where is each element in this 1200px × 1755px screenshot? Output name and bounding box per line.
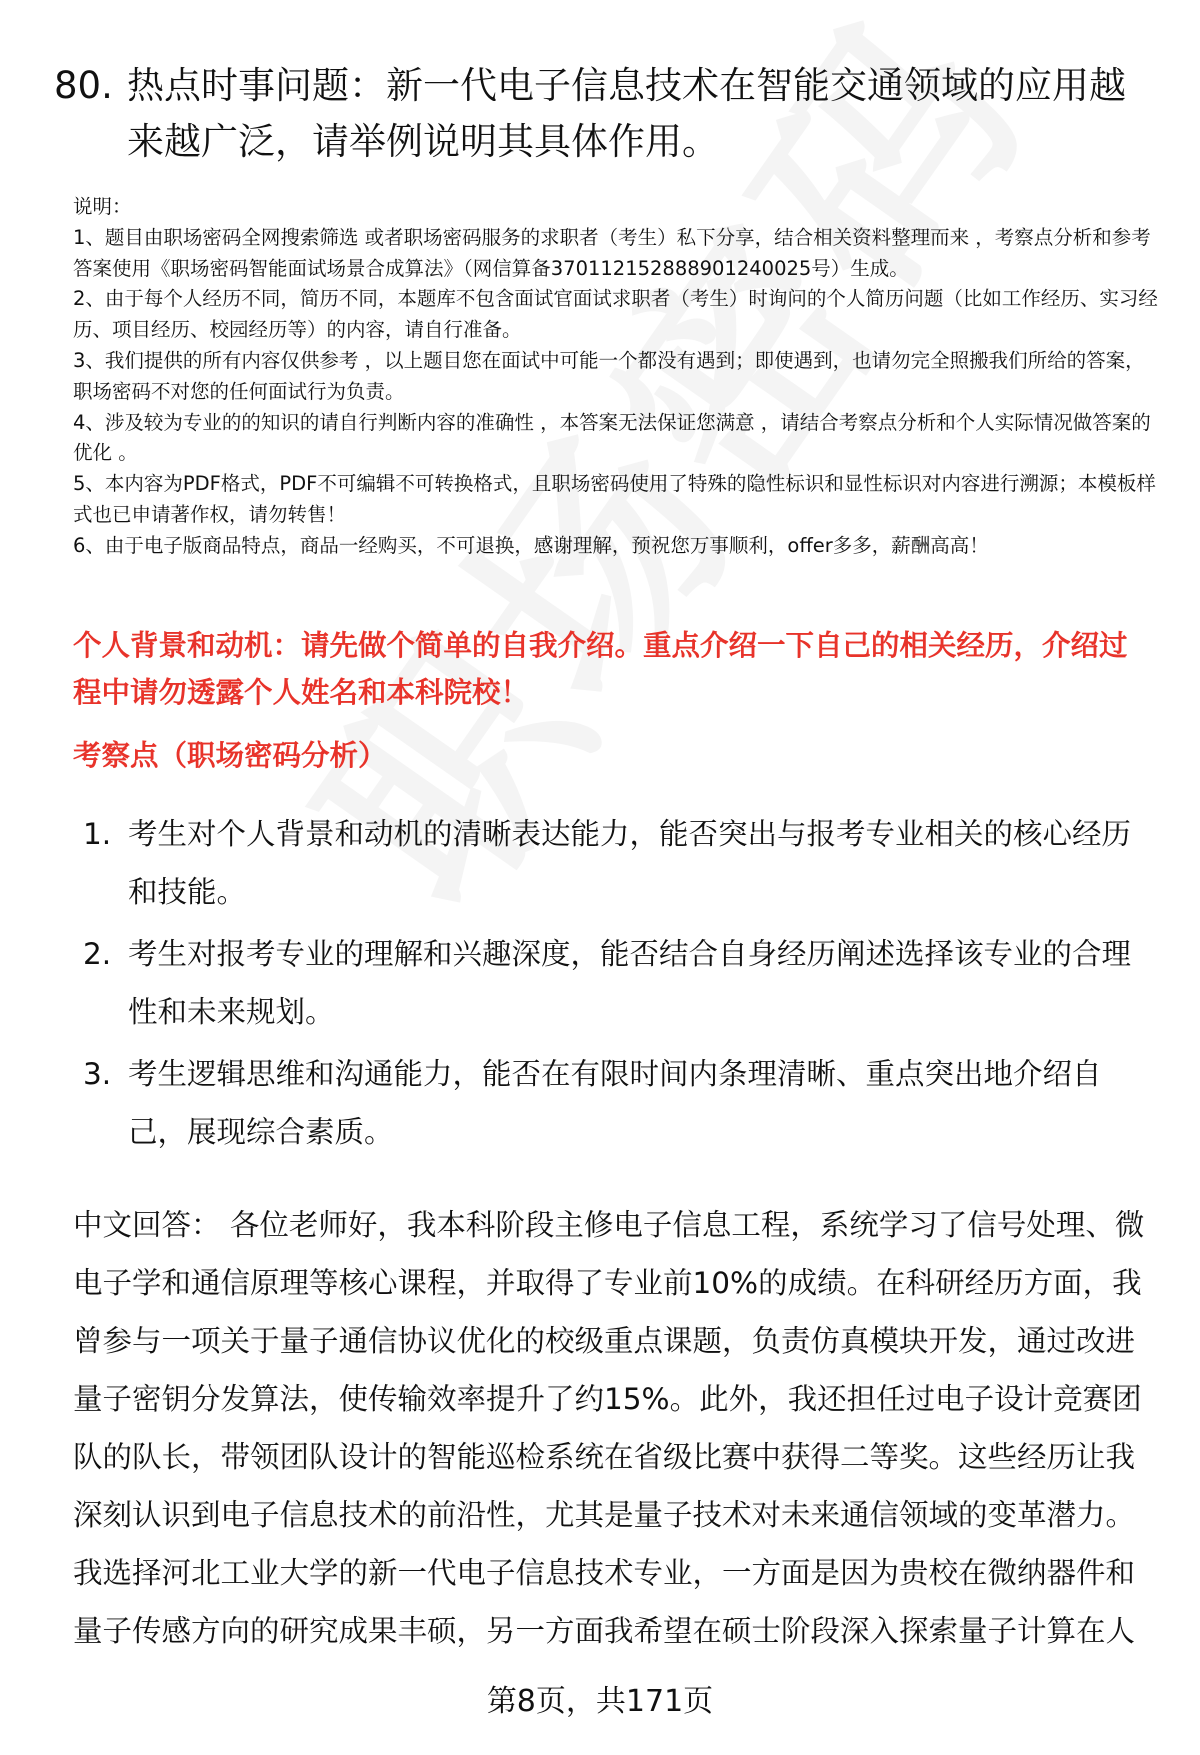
- note-item: 1、题目由职场密码全网搜索筛选 或者职场密码服务的求职者（考生）私下分享，结合相关资料整理而来 ，考察点分析和参考答案使用《职场密码智能面试场景合成算法》（网信算备370112152888901240025号）生成。: [73, 225, 1151, 280]
- interview-prompt: 个人背景和动机：请先做个简单的自我介绍。重点介绍一下自己的相关经历，介绍过程中请勿透露个人姓名和本科院校！: [73, 629, 1128, 709]
- analysis-title: 考察点（职场密码分析）: [73, 739, 387, 772]
- notes-section: [73, 192, 1158, 562]
- question-text: 热点时事问题：新一代电子信息技术在智能交通领域的应用越来越广泛，请举例说明其具体作用。: [127, 64, 1126, 163]
- point-number: 2.: [83, 937, 112, 971]
- analysis-point: [73, 925, 1153, 1041]
- note-item: 2、由于每个人经历不同，简历不同，本题库不包含面试官面试求职者（考生）时询问的个人简历问题（比如工作经历、实习经历、项目经历、校园经历等）的内容，请自行准备。: [73, 287, 1158, 342]
- point-text: 考生逻辑思维和沟通能力，能否在有限时间内条理清晰、重点突出地介绍自己，展现综合素质。: [128, 1057, 1102, 1149]
- analysis-points: [73, 805, 1153, 1165]
- note-item: 4、涉及较为专业的的知识的请自行判断内容的准确性 ，本答案无法保证您满意 ，请结合考察点分析和个人实际情况做答案的优化 。: [73, 410, 1151, 465]
- question-heading: [54, 58, 1144, 170]
- analysis-point: [73, 1045, 1153, 1161]
- note-item: 3、我们提供的所有内容仅供参考 ，以上题目您在面试中可能一个都没有遇到；即使遇到，也请勿完全照搬我们所给的答案，职场密码不对您的任何面试行为负责。: [73, 348, 1145, 403]
- point-text: 考生对个人背景和动机的清晰表达能力，能否突出与报考专业相关的核心经历和技能。: [128, 817, 1132, 909]
- note-item: 6、由于电子版商品特点，商品一经购买，不可退换，感谢理解，预祝您万事顺利，offer多多，薪酬高高！: [73, 533, 989, 557]
- answer-text: 中文回答： 各位老师好，我本科阶段主修电子信息工程，系统学习了信号处理、微电子学和通信原理等核心课程，并取得了专业前10%的成绩。在科研经历方面，我曾参与一项关于量子通信协议优化的校级重点课题，负责仿真模块开发，通过改进量子密钥分发算法，使传输效率提升了约15%。此外，我还担任过电子设计竞赛团队的队长，带领团队设计的智能巡检系统在省级比赛中获得二等奖。这些经历让我深刻认识到电子信息技术的前沿性，尤其是量子技术对未来通信领域的变革潜力。我选择河北工业大学的新一代电子信息技术专业，一方面是因为贵校在微纳器件和量子传感方向的研究成果丰硕，另一方面我希望在硕士阶段深入探索量子计算在人: [73, 1208, 1145, 1648]
- point-text: 考生对报考专业的理解和兴趣深度，能否结合自身经历阐述选择该专业的合理性和未来规划。: [128, 937, 1132, 1029]
- note-item: 5、本内容为PDF格式，PDF不可编辑不可转换格式，且职场密码使用了特殊的隐性标识和显性标识对内容进行溯源；本模板样式也已申请著作权，请勿转售！: [73, 472, 1156, 526]
- question-number: 80.: [54, 64, 113, 107]
- point-number: 3.: [83, 1057, 112, 1091]
- page-footer: 第8页，共171页: [486, 1684, 714, 1719]
- notes-heading: 说明：: [73, 195, 132, 218]
- analysis-point: [73, 805, 1153, 921]
- point-number: 1.: [83, 817, 112, 851]
